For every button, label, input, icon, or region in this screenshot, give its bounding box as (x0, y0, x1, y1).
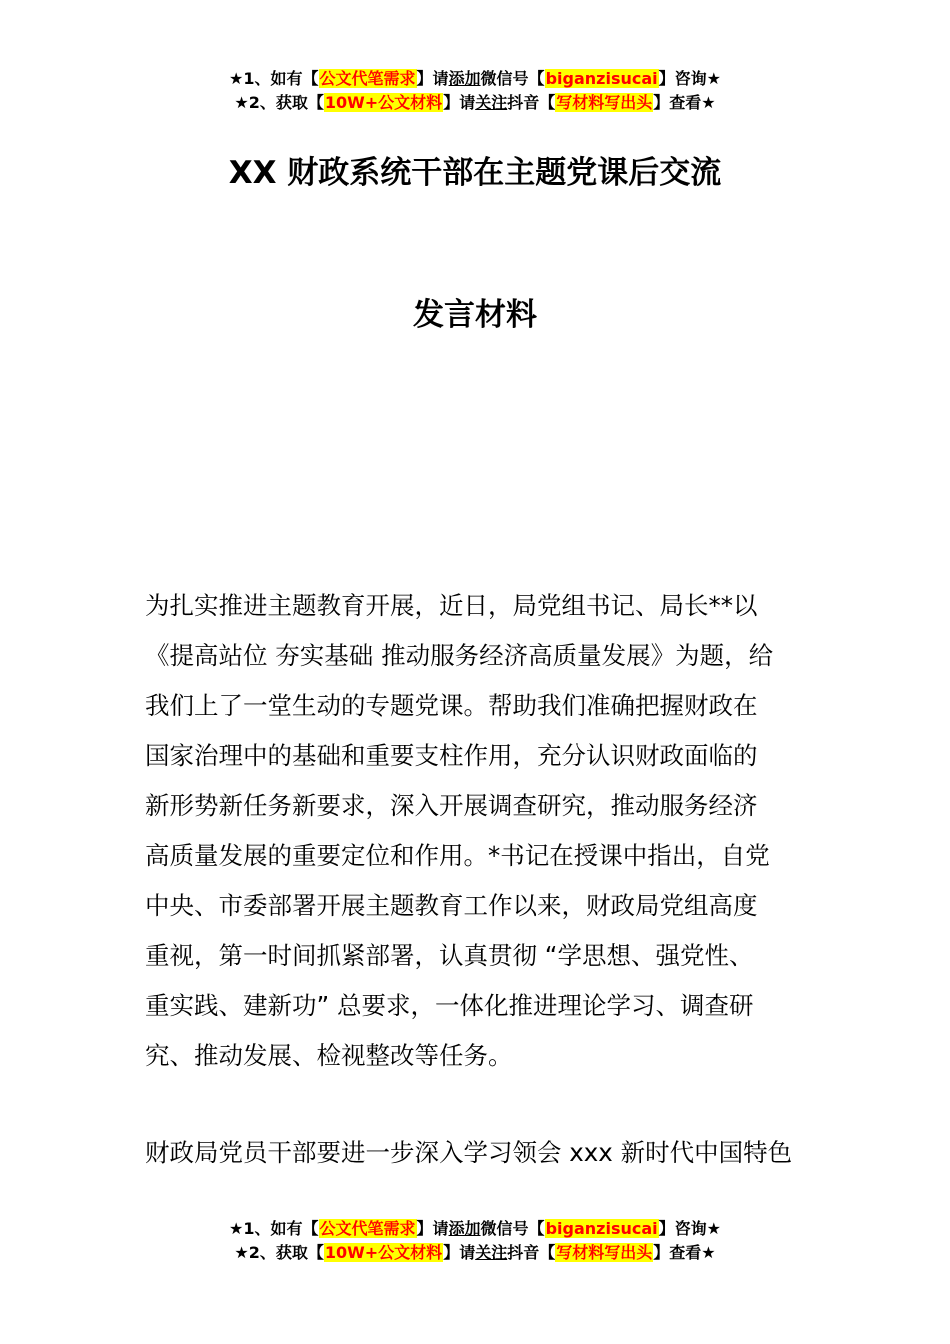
body-paragraph-1 (145, 581, 807, 1081)
banner-text: 微信号【 (480, 1219, 545, 1238)
banner-text: 】请 (416, 69, 449, 88)
highlight-text: 10W+公文材料 (324, 93, 443, 112)
douyin-account: 写材料写出头 (556, 93, 653, 112)
banner-line-2 (0, 1241, 950, 1265)
paragraph-line: 新形势新任务新要求，深入开展调查研究，推动服务经济 (145, 791, 758, 820)
douyin-account: 写材料写出头 (556, 1243, 653, 1262)
banner-line-1 (0, 67, 950, 91)
paragraph-line: 重视，第一时间抓紧部署，认真贯彻 “学思想、强党性、 (145, 941, 754, 970)
paragraph-line: 国家治理中的基础和重要支柱作用，充分认识财政面临的 (145, 741, 758, 770)
banner-text: ★2、获取【 (234, 1243, 324, 1262)
paragraph-line: 重实践、建新功” 总要求，一体化推进理论学习、调查研 (145, 991, 754, 1020)
wechat-id: biganzisucai (545, 1219, 658, 1238)
underlined-text: 关注 (475, 1243, 508, 1262)
banner-line-1 (0, 1217, 950, 1241)
banner-text: 】查看★ (653, 93, 716, 112)
banner-text: 抖音【 (507, 1243, 556, 1262)
banner-text: 微信号【 (480, 69, 545, 88)
promo-banner-top (0, 67, 950, 115)
underlined-text: 添加 (448, 69, 481, 88)
banner-text: 】请 (416, 1219, 449, 1238)
paragraph-line: 财政局党员干部要进一步深入学习领会 xxx 新时代中国特色 (145, 1138, 793, 1167)
banner-line-2 (0, 91, 950, 115)
document-title-line-2: 发言材料 (413, 297, 537, 333)
banner-text: 】请 (443, 1243, 476, 1262)
wechat-id: biganzisucai (545, 69, 658, 88)
banner-text: 】咨询★ (658, 69, 721, 88)
banner-text: 】查看★ (653, 1243, 716, 1262)
document-title-line-1: XX 财政系统干部在主题党课后交流 (228, 155, 722, 191)
paragraph-line: 为扎实推进主题教育开展，近日，局党组书记、局长**以 (145, 591, 758, 620)
paragraph-line: 究、推动发展、检视整改等任务。 (145, 1041, 513, 1070)
underlined-text: 添加 (448, 1219, 481, 1238)
banner-text: ★1、如有【 (229, 69, 319, 88)
banner-text: 】请 (443, 93, 476, 112)
highlight-text: 公文代笔需求 (319, 69, 416, 88)
highlight-text: 公文代笔需求 (319, 1219, 416, 1238)
body-paragraph-2 (145, 1128, 807, 1178)
banner-text: ★1、如有【 (229, 1219, 319, 1238)
highlight-text: 10W+公文材料 (324, 1243, 443, 1262)
banner-text: ★2、获取【 (234, 93, 324, 112)
banner-text: 】咨询★ (658, 1219, 721, 1238)
paragraph-line: 《提高站位 夯实基础 推动服务经济高质量发展》为题，给 (145, 641, 774, 670)
promo-banner-bottom (0, 1217, 950, 1265)
banner-text: 抖音【 (507, 93, 556, 112)
paragraph-line: 中央、市委部署开展主题教育工作以来，财政局党组高度 (145, 891, 758, 920)
underlined-text: 关注 (475, 93, 508, 112)
paragraph-line: 我们上了一堂生动的专题党课。帮助我们准确把握财政在 (145, 691, 758, 720)
paragraph-line: 高质量发展的重要定位和作用。*书记在授课中指出，自党 (145, 841, 770, 870)
